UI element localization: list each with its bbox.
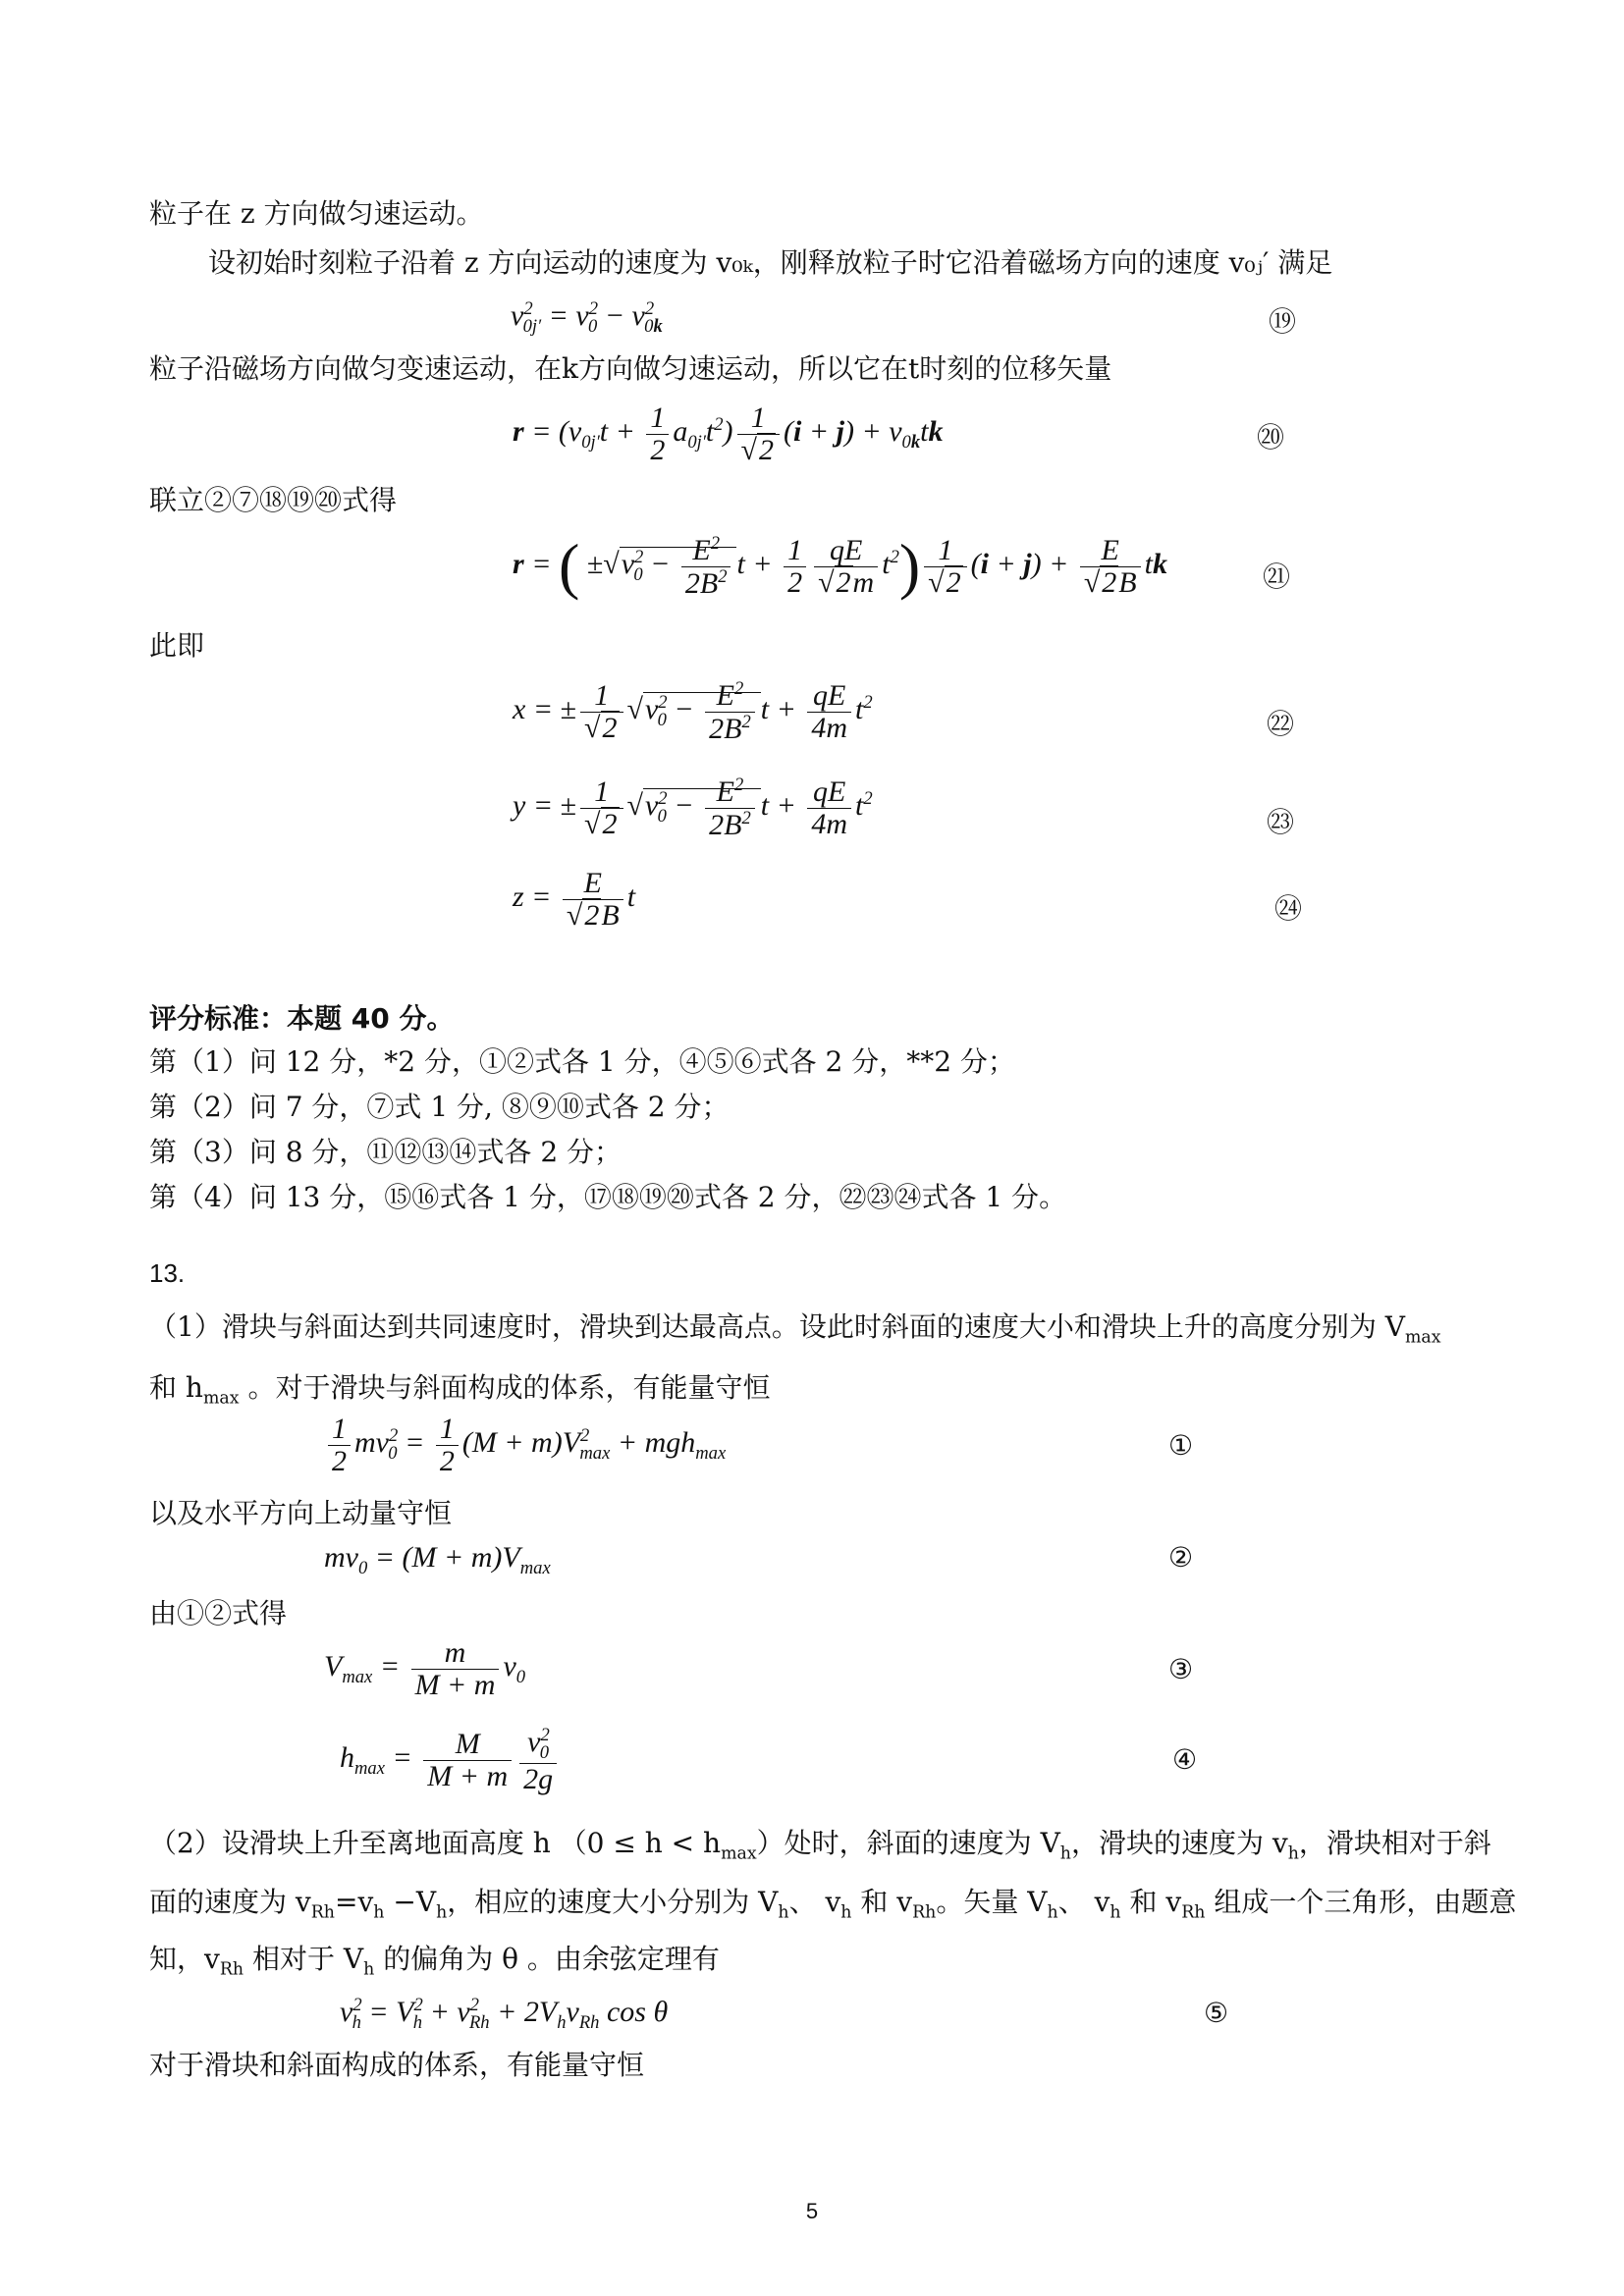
equation-number: ② xyxy=(1168,1541,1194,1574)
question-number: 13. xyxy=(149,1258,186,1288)
equation-number: ㉑ xyxy=(1263,561,1291,593)
equation-number: ③ xyxy=(1168,1653,1194,1685)
text-line: 以及水平方向上动量守恒 xyxy=(149,1497,453,1529)
equation-number: ④ xyxy=(1172,1743,1198,1776)
equation-2: $mv_0 = (M + m)V_{max}$ xyxy=(324,1541,551,1578)
text-line: 此即 xyxy=(149,629,205,662)
equation-number: ㉓ xyxy=(1267,806,1295,838)
scoring-line: 第（2）问 7 分，⑦式 1 分, ⑧⑨⑩式各 2 分； xyxy=(149,1091,730,1123)
text-line: 粒子沿磁场方向做匀变速运动，在k方向做匀速运动，所以它在t时刻的位移矢量 xyxy=(149,352,1112,385)
equation-number: ⑤ xyxy=(1204,1997,1229,2029)
equation-3: $V_{max}$ = $\frac{m}{M + m}$ $v_0$ xyxy=(324,1636,526,1701)
text-line: 对于滑块和斜面构成的体系，有能量守恒 xyxy=(149,2049,645,2081)
text-line: 知，$v_{Rh}$ 相对于 $V_h$ 的偏角为 θ 。由余弦定理有 xyxy=(149,1943,720,1980)
equation-number: ㉔ xyxy=(1274,892,1303,925)
equation-21: r = ( $\pm√v^2_0$ − $\frac{E^2}{2B^2}$ t + $\frac{1}{2}$ $\frac{qE}{√2m}$ $t^2$) $\frac{1}{√2}$ (i + j) + $\frac{E}{√2B}$ tk xyxy=(513,531,1167,601)
equation-number: ① xyxy=(1168,1429,1194,1462)
scoring-line: 第（1）问 12 分，*2 分，①②式各 1 分，④⑤⑥式各 2 分，**2 分； xyxy=(149,1045,1015,1078)
equation-22: x = ± $\frac{1}{√2}$ $√v^2_0$ − $\frac{E^2}{2B^2}$ t + $\frac{qE}{4m}$ $t^2$ xyxy=(513,678,873,745)
equation-number: ⑲ xyxy=(1269,305,1297,338)
text-line: （1）滑块与斜面达到共同速度时，滑块到达最高点。设此时斜面的速度大小和滑块上升的高度分别为 $V_{max}$ xyxy=(149,1310,1441,1348)
scoring-line: 第（3）问 8 分，⑪⑫⑬⑭式各 2 分； xyxy=(149,1136,623,1168)
text-line: 设初始时刻粒子沿着 z 方向运动的速度为 v₀ₖ，刚释放粒子时它沿着磁场方向的速度 v₀ⱼ′ 满足 xyxy=(208,246,1333,279)
equation-20: $r = (v_{0j'}t$ + $\frac{1}{2}$ $a_{0j'}t^2$) $\frac{1}{√2}$ $(i + j) + v_{0k}tk$ xyxy=(513,401,944,466)
text-line: 粒子在 z 方向做匀速运动。 xyxy=(149,197,484,230)
equation-number: ㉒ xyxy=(1267,708,1295,740)
text-line: （2）设滑块上升至离地面高度 h $(0 \le h < h_{max})$处时，斜面的速度为 $V_h$，滑块的速度为 $v_h$，滑块相对于斜 xyxy=(149,1827,1491,1864)
equation-19: $v^2_{0j'} = v^2_0 - v^2_{0k}$ xyxy=(511,298,663,337)
equation-5: $v^2_h = V^2_h + v^2_{Rh} + 2V_hv_{Rh}$ cos θ xyxy=(340,1995,669,2033)
equation-number: ⑳ xyxy=(1257,421,1285,454)
equation-4: $h_{max}$ = $\frac{M}{M + m}$ $\frac{v^2_0}{2g}$ xyxy=(340,1726,561,1794)
text-line: 面的速度为 $v_{Rh}=v_h -V_h$，相应的速度大小分别为 $V_h$、 $v_h$ 和 $v_{Rh}$。矢量 $V_h$、 $v_h$ 和 $v_{Rh}$ 组成一个三角形，由题意 xyxy=(149,1886,1517,1923)
page-number: 5 xyxy=(805,2199,819,2223)
text-line: 由①②式得 xyxy=(149,1597,288,1629)
scoring-title: 评分标准：本题 40 分。 xyxy=(149,1002,455,1035)
equation-1: $\frac{1}{2}$ $mv^2_0$ = $\frac{1}{2}$ $(M + m)V^2_{max} + mgh_{max}$ xyxy=(324,1414,726,1476)
equation-23: y = ± $\frac{1}{√2}$ $√v^2_0$ − $\frac{E^2}{2B^2}$ t + $\frac{qE}{4m}$ $t^2$ xyxy=(513,774,873,841)
text-line: 联立②⑦⑱⑲⑳式得 xyxy=(149,484,398,516)
text-line: 和 $h_{max}$ 。对于滑块与斜面构成的体系，有能量守恒 xyxy=(149,1371,771,1409)
scoring-line: 第（4）问 13 分，⑮⑯式各 1 分，⑰⑱⑲⑳式各 2 分，㉒㉓㉔式各 1 分。 xyxy=(149,1181,1067,1213)
equation-24: z = $\frac{E}{√2B}$ t xyxy=(513,867,636,932)
